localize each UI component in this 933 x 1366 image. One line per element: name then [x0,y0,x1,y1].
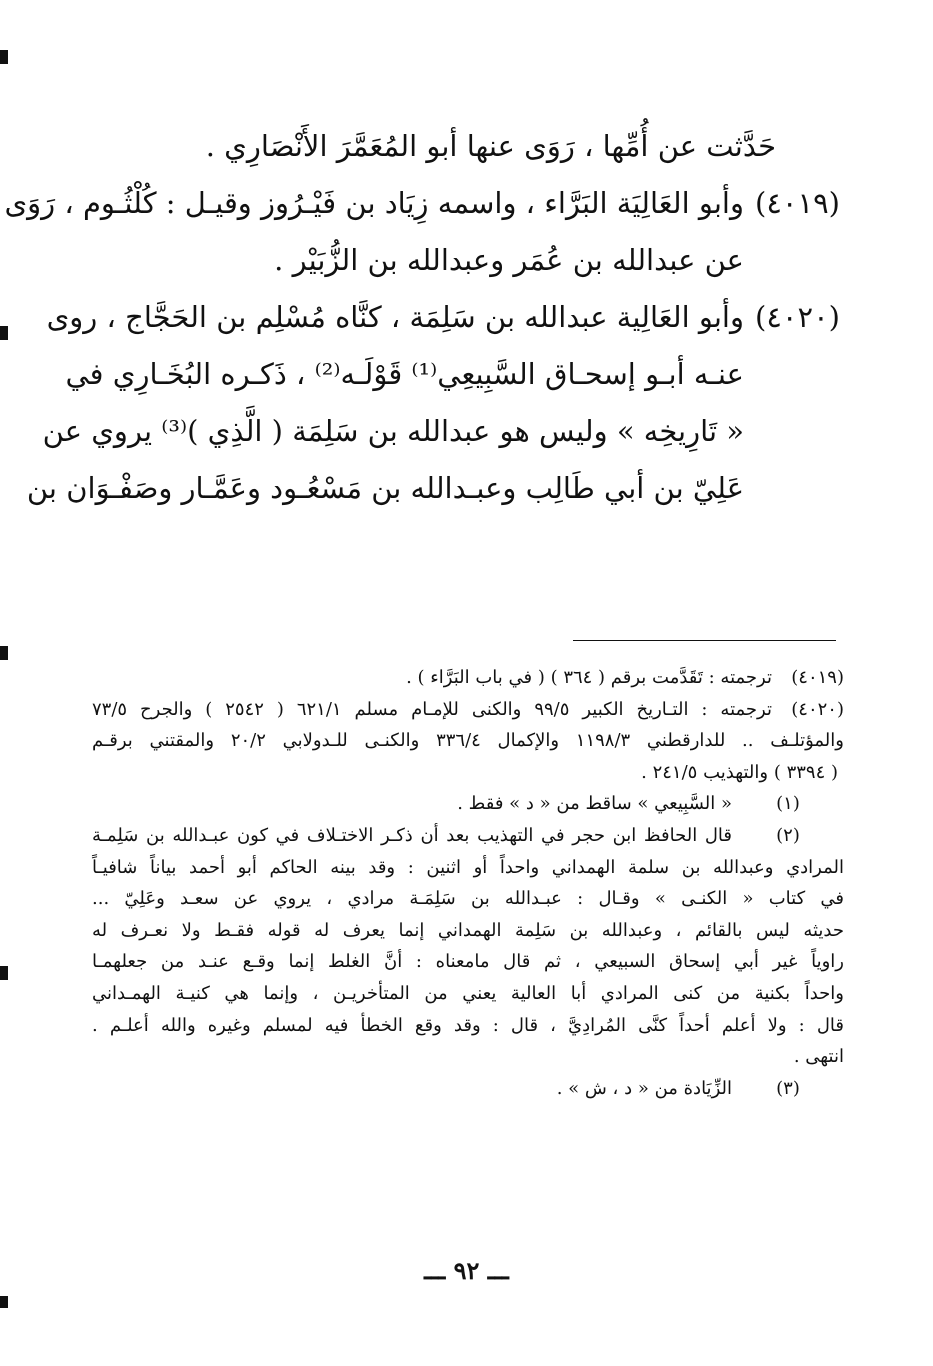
footnotes [92,662,844,1104]
scan-edge-mark [0,646,8,660]
entry-text: وأبو العَالِية عبدالله بن سَلِمَة ، كنَّاه مُسْلِم بن الحَجَّاج ، روى [46,300,744,334]
footnote-entry-4019 [92,662,844,694]
entry-text: وأبو العَالِيَة البَرَّاء ، واسمه زِيَاد بن فَيْـرُوز وقيـل : كُلْثُـوم ، رَوَى [4,186,744,220]
scan-edge-mark [0,966,8,980]
footnote-line: المرادي وعبدالله بن سلمة الهمداني واحداً أو اثنين : وقد بينه الحاكم أبو أحمد بياناً شافيـاً [92,856,845,878]
scan-edge-mark [0,50,8,64]
footnote-line: حديثه ليس بالقائم ، وعبدالله بن سَلِمة الهمداني إنما يعرف له قوله فقـط ولا نعـرف له [92,919,844,941]
footnote-sub-2 [92,820,844,852]
footnote-line: راوياً غير أبي إسحاق السبيعي ، ثم قال مامعناه : أنَّ الغلط إنما وقـع عنـد من جعلهمـا [92,951,844,973]
footnote-line: ترجمته : تَقَدَّمت برقم ( ٣٦٤ ) ( في باب البَرَّاء ) . [406,667,772,688]
entry-4020-line-1 [46,289,840,346]
footnote-number: (٣) [776,1077,800,1099]
footnote-line: قال الحافظ ابن حجر في التهذيب بعد أن ذكـر الاختـلاف في كون عبـدالله بن سَلِمـة [92,824,732,846]
scan-edge-mark [0,326,8,340]
footnote-line: في كتاب « الكنـى » وقـال : عبـدالله بن سَلِمَـة مرادي ، يروي عن سعـد وعَلِيّ ... [92,888,844,910]
page-number: ـــ ٩٢ ـــ [424,1256,509,1285]
entry-number: (٤٠٢٠) [755,300,840,334]
footnote-sub-1 [92,788,844,820]
footnote-line: « السَّبِيعي » ساقط من « د » فقط . [457,793,732,815]
main-text [4,118,840,517]
footnote-line: ( ٣٣٩٤ ) والتهذيب ٢٤١/٥ . [641,761,838,783]
footnote-line: ترجمته : التـاريخ الكبير ٩٩/٥ والكنى للإمـام مسلم ٦٢١/١ ( ٢٥٤٢ ) والجرح ٧٣/٥ [92,698,772,720]
footnote-line: الزِّيَادة من « د ، ش » . [556,1077,732,1099]
footnote-sub-3 [92,1073,844,1105]
footnote-number: (٢) [776,824,800,846]
footnote-line: واحداً بكنية من كنى المرادي أبا العالية يعني من المتأخريـن ، وإنما هي كنيـة الهمـداني [92,982,844,1004]
scan-edge-mark [0,1296,8,1308]
footnote-number: (١) [776,793,800,815]
entry-number: (٤٠١٩) [755,186,840,220]
footnote-line: قال : ولا أعلم أحداً كنَّى المُرادِيَّ ، قال : وقد وقع الخطأ فيه لمسلم وغيره والله أعلـم . [92,1014,844,1036]
footnote-line: انتهى . [793,1046,844,1068]
footnote-entry-4020 [92,694,844,726]
continued-line: حَدَّثت عن أُمِّها ، رَوَى عنها أبو المُعَمَّرَ الأَنْصَارِي . [205,129,776,163]
footnote-separator [573,640,836,641]
footnote-number: (٤٠١٩) [791,667,844,688]
entry-text: « تَارِيخِه » وليس هو عبدالله بن سَلِمَة ( الَّذِي )⁽³⁾ يروي عن [42,414,744,448]
footnote-line: والمؤتلـف .. للدارقطني ١١٩٨/٣ والإكمال ٣٣٦/٤ والكنـى للـدولابي ٢٠/٢ والمقتني برقـم [92,730,844,752]
footnote-number: (٤٠٢٠) [791,698,844,720]
entry-text: عن عبدالله بن عُمَر وعبدالله بن الزُّبَيْر . [274,243,744,277]
entry-text: عنـه أبـو إسحـاق السَّبِيعِي⁽¹⁾ قَوْلَـه⁽²⁾ ، ذَكـره البُخَـارِي في [65,357,744,391]
entry-text: عَلِيّ بن أبي طَالِب وعبـدالله بن مَسْعُـود وعَمَّـار وصَفْـوَان بن [26,471,744,505]
entry-4019-line-1 [4,175,840,232]
